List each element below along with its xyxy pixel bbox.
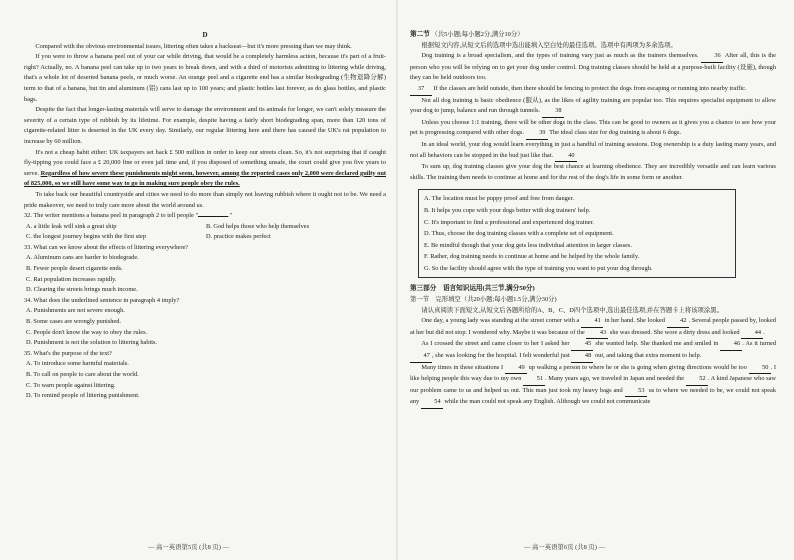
cloze-text: out, and taking that extra moment to help.	[594, 352, 702, 360]
paragraph-4-text: It's not a cheap habit either: UK taxpayers set back £ 500 million in order to keep our streets clean. So, it's not surprising that if caught fly-tipping you could face a £ 20,000 fine or even jail time and, if you disposed of something unsafe, the court could give you five years to serve.	[24, 148, 386, 177]
question-33	[24, 243, 386, 296]
question-stem: 34. What does the underlined sentence in paragraph 4 imply?	[24, 296, 180, 304]
option-c[interactable]: C. Rat population increases rapidly.	[26, 275, 117, 283]
box-option-a: A. The location must be puppy proof and free from danger.	[424, 195, 574, 203]
blank-52[interactable]: 52	[686, 374, 708, 386]
blank-45[interactable]: 45	[571, 339, 593, 351]
box-option-g: G. So the facility should agree with the type of training you want to put your dog through.	[424, 264, 653, 272]
blank-36[interactable]: 36	[701, 51, 723, 63]
option-a[interactable]: A. Aluminum cans are harder to biodegrade.	[26, 254, 139, 262]
blank-37[interactable]: 37	[410, 84, 432, 96]
blank-51[interactable]: 51	[523, 374, 545, 386]
right-page-footer: — 高一英语第6页 (共8 页) —	[524, 544, 605, 551]
cloze-text: . I like helping people this way due to my own	[410, 363, 776, 383]
cloze-paragraph-3	[410, 363, 776, 409]
blank-54[interactable]: 54	[421, 397, 443, 409]
passage-paragraph-1	[410, 51, 776, 84]
cloze-text: up walking a person to where he or she is going when giving directions would be too	[528, 363, 747, 371]
option-d[interactable]: D. Clearing the streets brings much income.	[26, 286, 138, 294]
box-option-b: B. It helps you cope with your dogs better with dog trainers' help.	[424, 206, 591, 214]
cloze-text: she wanted help. She thanked me and smiled in	[595, 340, 719, 348]
paragraph-1: Compared with the obvious environmental issues, littering often takes a backseat—but it's more pressing than we may think.	[35, 42, 352, 50]
blank-50[interactable]: 50	[749, 363, 771, 375]
question-34	[24, 296, 386, 349]
part-3-title: 第三部分 语言知识运用(共三节,满分50分)	[410, 285, 535, 293]
cloze-text: . Many years ago, we traveled in Japan and needed the	[545, 375, 685, 383]
section-2-scoring: （共5小题;每小题2分,满分10分）	[431, 31, 524, 38]
paragraph-4	[24, 148, 386, 190]
blank-39[interactable]: 39	[526, 128, 548, 140]
paragraph-text: In an ideal world, your dog would learn everything in just a handful of training sessions. Dog ownership is a duty lasting many years, and not all behaviors can be stopped in the bud just like that.	[410, 140, 776, 159]
question-stem: 33. What can we know about the effects of littering everywhere?	[24, 243, 189, 251]
option-d[interactable]: D. practice makes perfect	[206, 233, 271, 241]
blank-53[interactable]: 53	[625, 386, 647, 398]
option-d[interactable]: D. To remind people of littering punishment.	[26, 392, 140, 400]
section-2-title: 第二节	[410, 31, 430, 38]
blank-44[interactable]: 44	[741, 328, 763, 340]
cloze-text: . Several people passed by, looked at her but did not stop. I wondered why. Maybe it was because of the	[410, 317, 776, 336]
option-c[interactable]: C. the longest journey begins with the first step	[26, 233, 146, 241]
option-b[interactable]: B. Fewer people desert cigarette ends.	[26, 265, 123, 273]
passage-paragraph-5	[410, 140, 776, 162]
cloze-text: she was dressed. She wore a dirty dress and looked	[609, 328, 740, 336]
cloze-text: .	[763, 328, 765, 336]
cloze-text: One day, a young lady was standing at the street corner with a	[421, 317, 580, 325]
cloze-text: while the man could not speak any English. Although we could not communicate	[444, 398, 651, 406]
blank-46[interactable]: 46	[720, 339, 742, 351]
paragraph-text: If the classes are held outside, then there should be fencing to protect the dogs from escaping or running into nearby traffic.	[433, 84, 747, 92]
blank-43[interactable]: 43	[586, 328, 608, 340]
left-page	[24, 30, 386, 530]
option-b[interactable]: B. God helps those who help themselves	[206, 222, 310, 230]
underlined-sentence: Regardless of how severe these punishments might seem, however, among the reported cases only 2,000 were declared guilty out of 825,000, so we still have some way to go in making sure people obey the rules.	[24, 169, 386, 188]
blank-40[interactable]: 40	[555, 151, 577, 163]
stem-text-end: ."	[228, 212, 233, 220]
answer-blank[interactable]	[198, 216, 228, 217]
box-option-e: E. Be mindful though that your dog gets less individual attention in larger classes.	[424, 241, 632, 249]
blank-48[interactable]: 48	[571, 351, 593, 363]
paragraph-text: The ideal class size for dog training is about 6 dogs.	[549, 129, 682, 137]
section-2-header	[410, 30, 776, 41]
option-b[interactable]: B. To call on people to care about the world.	[26, 371, 139, 378]
paragraph-2: If you were to throw a banana peel out of your car while driving, that would be a completely harmless action, because it's part of a fruit-right? Actually, no. A banana peel can take up to two years to break down, and with a third of motorists admitting to littering while driving, that's a whole lot of deserted banana peels, or much worse. An orange peel and a cigarette end has a similar biodegrading (生物退降分解) term to that of a banana, but tin and aluminum (铝) cans last up to 100 years; and plastic bottles last forever, as do glass bottles, and plastic bags.	[24, 53, 386, 103]
section-2-instruction: 根据短文内容,从短文后的选项中选出能填入空白处的最佳选项。选项中有两项为多余选项。	[421, 41, 677, 49]
cloze-paragraph-2	[410, 339, 776, 362]
option-c[interactable]: C. People don't know the way to obey the rules.	[26, 328, 148, 336]
option-d[interactable]: D. Punishment is not the solution to littering habits.	[26, 339, 158, 347]
box-option-c: C. It's important to find a professional and experienced dog trainer.	[424, 218, 594, 226]
option-c[interactable]: C. To warn people against littering.	[26, 381, 116, 389]
passage-letter: D	[202, 31, 208, 39]
cloze-text: . A kind Japanese who saw our problem came to us and helped us out. This man just took my heavy bags and	[410, 375, 776, 394]
blank-42[interactable]: 42	[667, 316, 689, 328]
blank-38[interactable]: 38	[542, 106, 564, 118]
paragraph-text: After all, this is the person who you will be relying on to get your dog under control. Dog training classes should be held at a purpose-built facility (设施), though they can be held outdoors too.	[410, 52, 776, 82]
cloze-text: As I crossed the street and came closer to her I asked her	[421, 340, 570, 348]
cloze-text: us to where we needed to be, we could not speak any	[410, 386, 776, 406]
option-a[interactable]: A. Punishments are not severe enough.	[26, 307, 125, 315]
question-35	[24, 349, 386, 402]
cloze-text: in her hand. She looked	[604, 317, 665, 325]
option-a[interactable]: A. a little leak will sink a great ship	[26, 222, 117, 230]
paragraph-text: Not all dog training is basic obedience (服从), as the likes of agility training are popular too. This requires specialist equipment to allow your dog to jump, balance and run through tunnels.	[410, 96, 776, 115]
left-page-footer: — 高一英语第5页 (共8 页) —	[148, 544, 229, 551]
passage-paragraph-2	[410, 84, 776, 96]
part-3-section-1: 第一节 完形填空（共20小题;每小题1.5分,满分30分)	[410, 296, 557, 304]
option-row	[24, 222, 386, 233]
options-box	[418, 189, 736, 278]
passage-paragraph-3	[410, 96, 776, 118]
question-stem	[24, 211, 386, 222]
cloze-paragraph-1	[410, 316, 776, 339]
part-3-instruction: 请认真阅读下面短文,从短文后各题所给的A、B、C、D四个选项中,选出最佳选项,并在答题卡上将该项涂黑。	[421, 306, 723, 314]
blank-47[interactable]: 47	[410, 351, 432, 363]
paragraph-3: Despite the fact that longer-lasting materials will serve to damage the environment and its animals for longer, we can't solely measure the severity of a certain type of rubbish by its lifetime. For example, despite having a fairly short biodegrading span, more than 120 tons of cigarette-related litter is deserted in the UK every day. Similarly, our regular littering here and there has caused the UK's rat population to increase by 60 million.	[24, 106, 386, 145]
box-option-f: F. Rather, dog training needs to continue at home and be helped by the whole family.	[424, 253, 640, 261]
option-a[interactable]: A. To introduce some harmful materials.	[26, 360, 129, 368]
option-row	[24, 232, 386, 243]
cloze-text: Many times in these situations I	[421, 363, 504, 371]
question-32	[24, 211, 386, 243]
question-stem: 35. What's the purpose of the text?	[24, 349, 112, 357]
paragraph-text: Unless you choose 1:1 training, there will be other dogs in the class. This can be good to owners as it gives you a chance to see how your pet is progressing compared with other dogs.	[410, 118, 776, 137]
option-b[interactable]: B. Some cases are wrongly punished.	[26, 318, 121, 326]
stem-text: 32. The writer mentions a banana peel in paragraph 2 to tell people "	[24, 212, 199, 220]
passage-paragraph-6: To sum up, dog training classes give your dog the best chance at learning obedience. They are incredibly versatile and can learn various skills. The training then needs to continue at home and for the rest of the dog's life in some form or another.	[410, 163, 776, 181]
right-page	[410, 30, 776, 530]
cloze-text: , she was looking for the hospital. I felt wonderful just	[432, 352, 570, 360]
passage-paragraph-4	[410, 118, 776, 140]
page-gutter	[396, 0, 398, 560]
blank-49[interactable]: 49	[505, 363, 527, 375]
cloze-text: . As it turned	[742, 340, 776, 348]
blank-41[interactable]: 41	[581, 316, 603, 328]
paragraph-5: To take back our beautiful countryside and cities we need to do more than simply not leaving rubbish where it ought not to be. We need a pride makeover, we need to truly care more about the world around us.	[24, 190, 386, 209]
paragraph-text: Dog training is a broad specialism, and the types of training vary just as much as the trainers themselves.	[421, 52, 699, 60]
box-option-d: D. Thus, choose the dog training classes with a complete set of equipment.	[424, 230, 614, 238]
